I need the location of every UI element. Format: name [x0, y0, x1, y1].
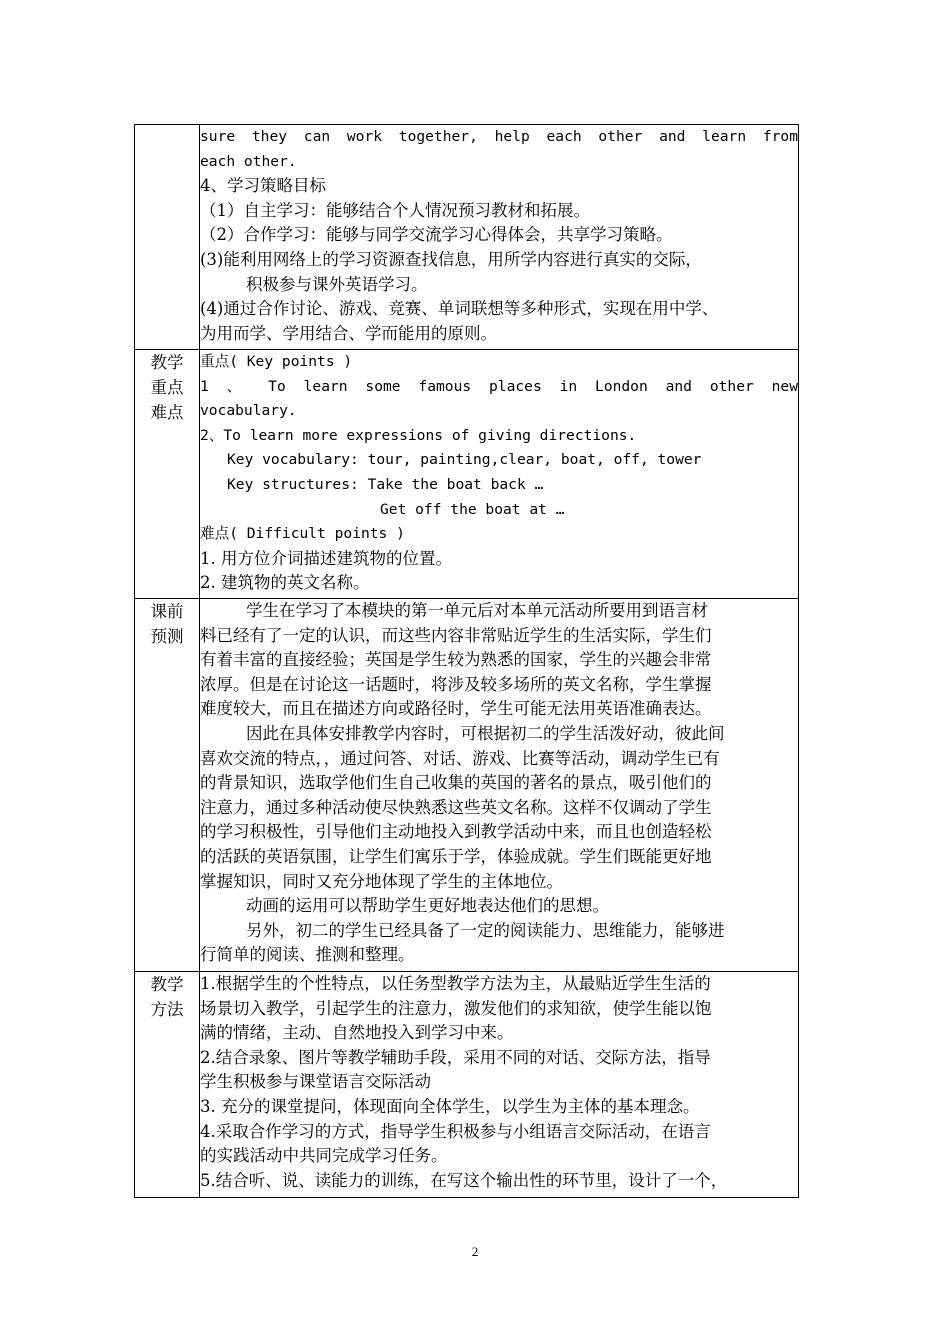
row-pre-class-prediction — [135, 599, 799, 972]
methods-line-3: 满的情绪，主动、自然地投入到学习中来。 — [200, 1023, 514, 1043]
prediction-line-8: 的背景知识，选取学他们生自己收集的英国的著名的景点，吸引他们的 — [200, 773, 712, 793]
row-key-points — [135, 350, 799, 599]
label-line: 课前 — [150, 602, 184, 621]
row-label-methods — [135, 972, 200, 1198]
key-point-1-cont: vocabulary. — [200, 402, 297, 420]
methods-line-6: 3. 充分的课堂提问，体现面向全体学生，以学生为主体的基本理念。 — [200, 1096, 700, 1116]
prediction-line-7: 喜欢交流的特点，，通过问答、对话、游戏、比赛等活动，调动学生已有 — [200, 748, 720, 768]
row-label-prediction — [135, 599, 200, 972]
prediction-line-14: 另外，初二的学生已经具备了一定的阅读能力、思维能力，能够进 — [246, 920, 725, 940]
methods-line-1: 1.根据学生的个性特点，以任务型教学方法为主，从最贴近学生生活的 — [200, 974, 711, 993]
difficult-point-2: 2. 建筑物的英文名称。 — [200, 573, 370, 593]
methods-line-8: 的实践活动中共同完成学习任务。 — [200, 1146, 448, 1166]
prediction-line-3: 有着丰富的直接经验；英国是学生较为熟悉的国家，学生的兴趣会非常 — [200, 650, 712, 670]
key-points-content — [200, 350, 799, 599]
label-line: 方法 — [150, 1000, 184, 1019]
methods-line-7: 4.采取合作学习的方式，指导学生积极参与小组语言交际活动，在语言 — [200, 1121, 711, 1141]
goals-line-1: sure they can work together, help each other and learn from — [200, 128, 798, 145]
difficult-points-heading: 难点( Difficult points ) — [200, 525, 405, 543]
methods-line-2: 场景切入教学，引起学生的注意力，激发他们的求知欲，使学生能以饱 — [200, 998, 712, 1018]
prediction-line-2: 料已经有了一定的认识，而这些内容非常贴近学生的生活实际，学生们 — [200, 625, 712, 645]
methods-line-5: 学生积极参与课堂语言交际活动 — [200, 1072, 431, 1092]
goals-line-6: (3)能利用网络上的学习资源查找信息，用所学内容进行真实的交际， — [200, 249, 702, 269]
prediction-line-4: 浓厚。但是在讨论这一话题时，将涉及较多场所的英文名称，学生掌握 — [200, 674, 712, 694]
page-number: 2 — [471, 1244, 479, 1259]
key-points-heading: 重点( Key points ) — [200, 353, 353, 370]
prediction-line-1: 学生在学习了本模块的第一单元后对本单元活动所要用到语言材 — [246, 601, 708, 620]
prediction-line-9: 注意力，通过多种活动使尽快熟悉这些英文名称。这样不仅调动了学生 — [200, 797, 712, 817]
prediction-line-13: 动画的运用可以帮助学生更好地表达他们的思想。 — [246, 896, 609, 916]
difficult-point-1: 1. 用方位介词描述建筑物的位置。 — [200, 548, 452, 568]
label-line: 教学 — [150, 353, 184, 372]
prediction-line-5: 难度较大，而且在描述方向或路径时，学生可能无法用英语准确表达。 — [200, 699, 712, 719]
label-line: 教学 — [150, 975, 184, 994]
methods-line-4: 2.结合录象、图片等教学辅助手段，采用不同的对话、交际方法，指导 — [200, 1047, 711, 1067]
label-line: 难点 — [150, 403, 184, 422]
goals-content — [200, 125, 799, 350]
key-point-1: 1 、 To learn some famous places in London and other new — [200, 377, 798, 395]
goals-line-4: （1）自主学习：能够结合个人情况预习教材和拓展。 — [200, 200, 590, 220]
prediction-line-12: 掌握知识，同时又充分地体现了学生的主体地位。 — [200, 871, 563, 891]
lesson-plan-table — [134, 124, 799, 1198]
methods-content — [200, 972, 799, 1198]
goals-line-2: each other. — [200, 152, 297, 170]
prediction-line-6: 因此在具体安排教学内容时，可根据初二的学生活泼好动，彼此间 — [246, 723, 725, 743]
row-label-key-points — [135, 350, 200, 599]
goals-line-3: 4、学习策略目标 — [200, 176, 326, 196]
key-vocabulary: Key vocabulary: tour, painting,clear, boat, off, tower — [227, 451, 702, 469]
methods-line-9: 5.结合听、说、读能力的训练，在写这个输出性的环节里，设计了一个， — [200, 1170, 728, 1190]
goals-line-5: （2）合作学习：能够与同学交流学习心得体会，共享学习策略。 — [200, 225, 673, 245]
key-point-2: 2、To learn more expressions of giving directions. — [200, 426, 637, 444]
row-goals-continued — [135, 125, 799, 350]
prediction-content — [200, 599, 799, 972]
prediction-line-15: 行简单的阅读、推测和整理。 — [200, 945, 415, 965]
prediction-line-10: 的学习积极性，引导他们主动地投入到教学活动中来，而且也创造轻松 — [200, 822, 712, 842]
goals-line-8: (4)通过合作讨论、游戏、竞赛、单词联想等多种形式，实现在用中学、 — [200, 299, 719, 319]
goals-line-9: 为用而学、学用结合、学而能用的原则。 — [200, 323, 497, 343]
row-label-empty — [135, 125, 200, 350]
label-line: 预测 — [150, 627, 184, 646]
prediction-line-11: 的活跃的英语氛围，让学生们寓乐于学，体验成就。学生们既能更好地 — [200, 846, 712, 866]
label-line: 重点 — [150, 378, 184, 397]
row-teaching-methods — [135, 972, 799, 1198]
key-structures: Key structures: Take the boat back … — [227, 475, 544, 493]
goals-line-7: 积极参与课外英语学习。 — [246, 274, 428, 294]
key-structures-cont: Get off the boat at … — [380, 500, 565, 518]
